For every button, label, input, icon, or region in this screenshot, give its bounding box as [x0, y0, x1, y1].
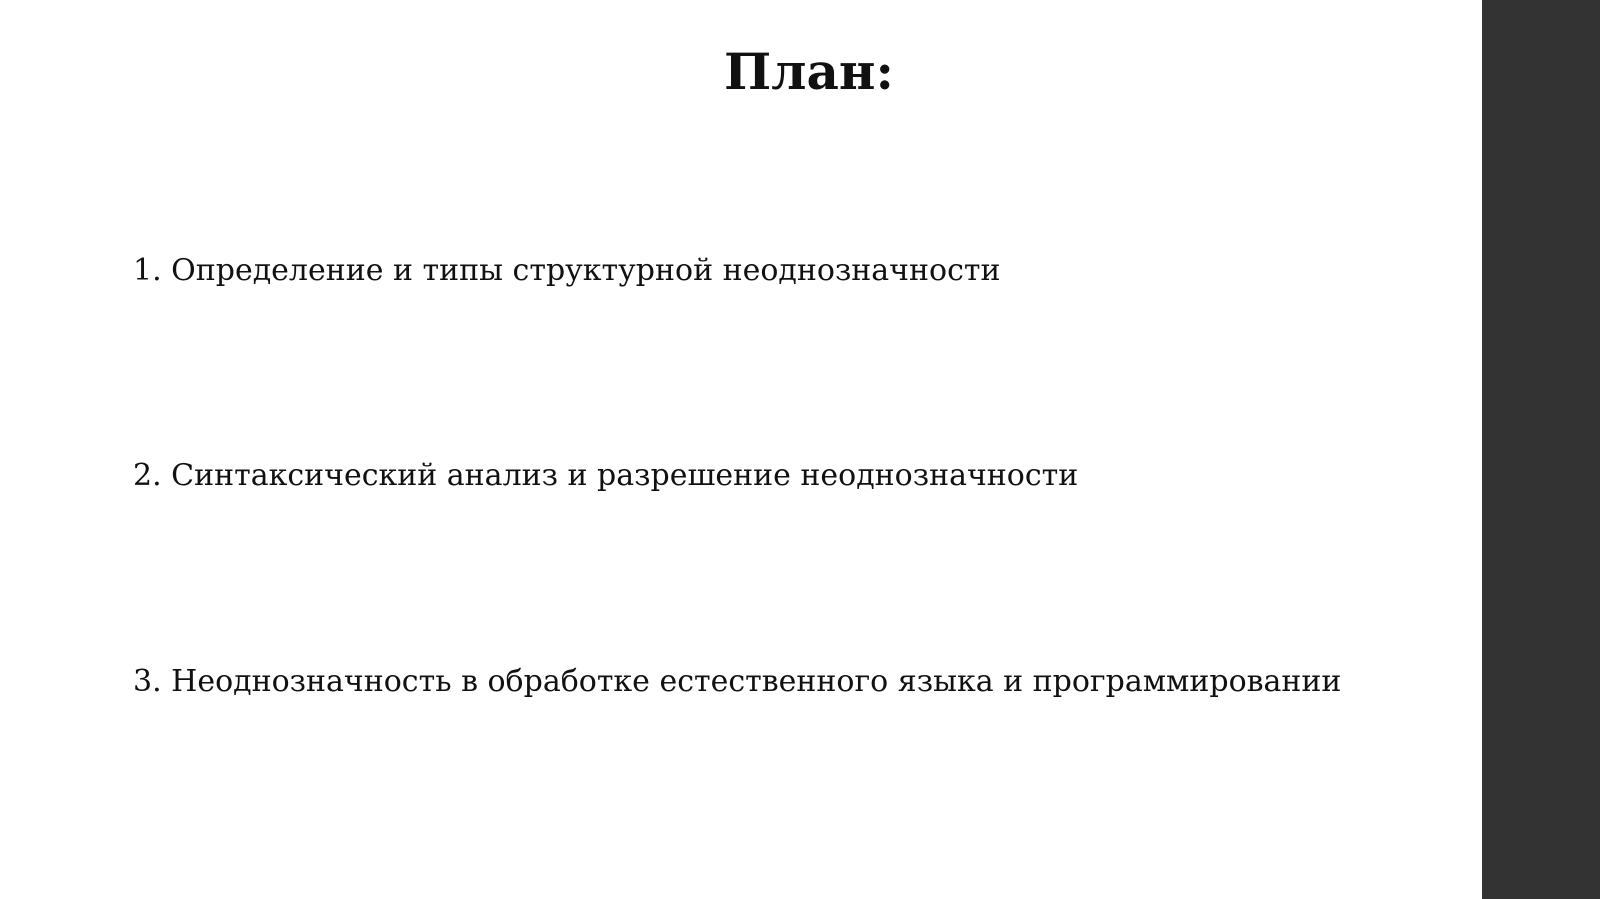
plan-item-2: 2. Синтаксический анализ и разрешение неоднозначности: [133, 458, 1079, 493]
plan-item-3: 3. Неоднозначность в обработке естественного языка и программировании: [133, 664, 1342, 699]
plan-item-1: 1. Определение и типы структурной неоднозначности: [133, 253, 1001, 288]
slide-title: План:: [724, 42, 894, 101]
side-panel: [1482, 0, 1600, 899]
